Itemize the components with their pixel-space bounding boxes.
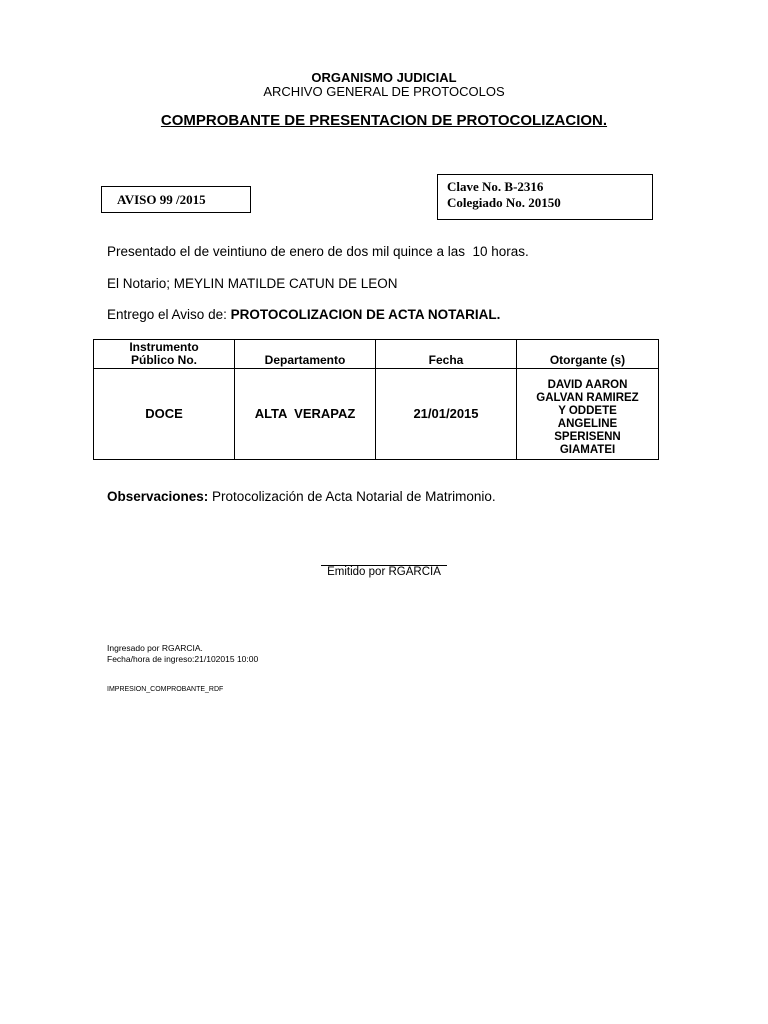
instrument-table xyxy=(93,339,659,460)
aviso-box xyxy=(101,186,251,213)
document-title: COMPROBANTE DE PRESENTACION DE PROTOCOLIZACION. xyxy=(160,112,608,129)
header-department xyxy=(235,340,376,369)
aviso-type-prefix: Entrego el Aviso de: xyxy=(107,307,231,322)
table-header-row xyxy=(94,340,659,369)
aviso-label: AVISO 99 /2015 xyxy=(117,192,206,207)
observations-label: Observaciones: xyxy=(107,489,209,504)
header-department-label: Departamento xyxy=(264,353,346,367)
archive-name: ARCHIVO GENERAL DE PROTOCOLOS xyxy=(263,84,505,99)
date-value: 21/01/2015 xyxy=(413,406,479,421)
instrument-number: DOCE xyxy=(145,406,183,421)
colegiado-number: Colegiado No. 20150 xyxy=(447,195,561,210)
header-grantors-label: Otorgante (s) xyxy=(549,353,626,367)
presented-line: Presentado el de veintiuno de enero de dos mil quince a las 10 horas. xyxy=(107,244,529,259)
cell-grantors xyxy=(517,369,659,460)
cell-instrument xyxy=(94,369,235,460)
department-value: ALTA VERAPAZ xyxy=(254,406,356,421)
entered-by: Ingresado por RGARCIA. xyxy=(107,643,203,653)
header-grantors xyxy=(517,340,659,369)
credentials-box xyxy=(437,174,653,220)
entered-datetime: Fecha/hora de ingreso:21/102015 10:00 xyxy=(107,654,259,664)
header-instrument-label: Instrumento Público No. xyxy=(129,340,199,367)
cell-date xyxy=(376,369,517,460)
clave-number: Clave No. B-2316 xyxy=(447,179,544,194)
header-instrument xyxy=(94,340,235,369)
organization-name: ORGANISMO JUDICIAL xyxy=(311,70,457,85)
aviso-type-line xyxy=(107,307,500,322)
grantors-value: DAVID AARON GALVAN RAMIREZ Y ODDETE ANGELINE SPERISENN GIAMATEI xyxy=(536,379,639,456)
emitted-by: Emitido por RGARCIA xyxy=(327,566,441,578)
cell-department xyxy=(235,369,376,460)
header-date xyxy=(376,340,517,369)
notary-line: El Notario; MEYLIN MATILDE CATUN DE LEON xyxy=(107,276,398,291)
print-code: IMPRESION_COMPROBANTE_RDF xyxy=(107,686,224,693)
table-row xyxy=(94,369,659,460)
aviso-type-value: PROTOCOLIZACION DE ACTA NOTARIAL. xyxy=(230,307,501,322)
observations-text: Protocolización de Acta Notarial de Matrimonio. xyxy=(208,489,496,504)
observations-line xyxy=(107,489,496,504)
header-date-label: Fecha xyxy=(428,353,464,367)
